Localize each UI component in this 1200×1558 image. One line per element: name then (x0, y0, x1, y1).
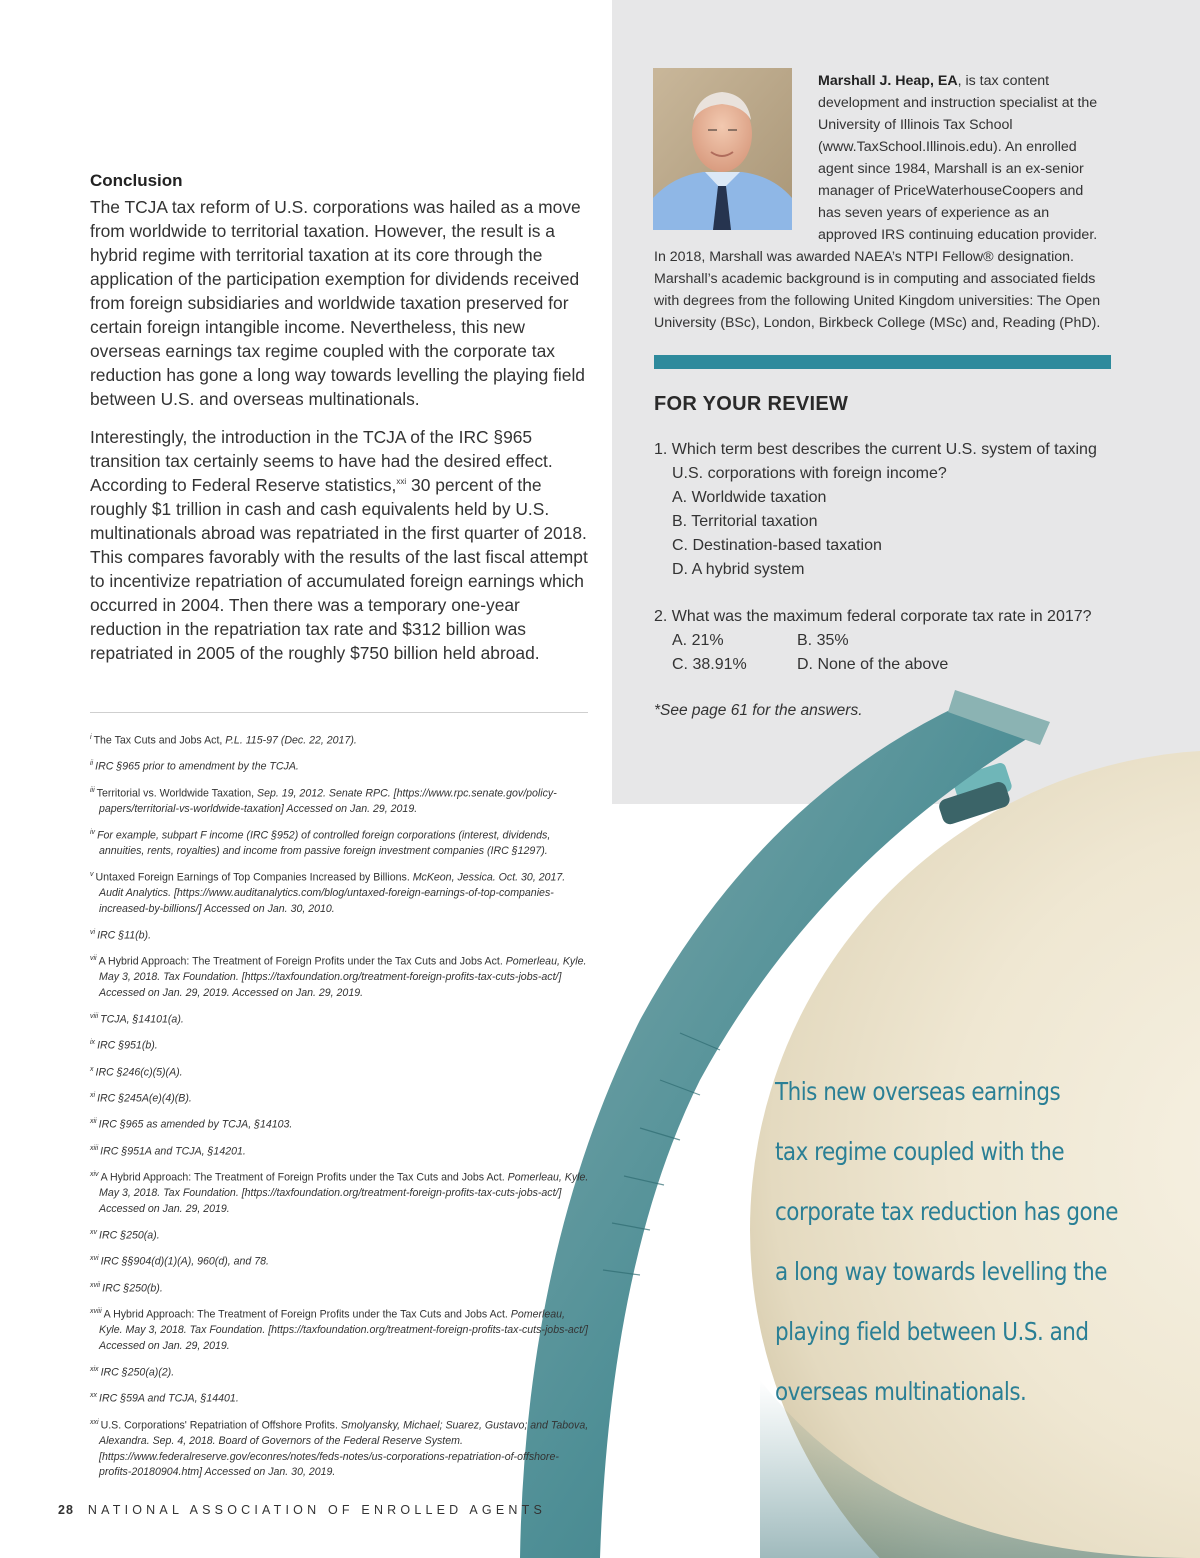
conclusion-paragraph-2 (90, 425, 590, 665)
footnote-number: xx (90, 1392, 97, 1400)
footnote-number: xix (90, 1365, 99, 1373)
question-2-option-d: D. None of the above (797, 656, 949, 673)
footnote-item (90, 1388, 590, 1407)
author-bio (654, 70, 1104, 334)
review-title: FOR YOUR REVIEW (654, 393, 849, 415)
footnote-citation: For example, subpart F income (IRC §952) of controlled foreign corporations (interest, dividends, annuities, rents, royalties) and income from passive foreign investment companies (IRC §1297). (97, 829, 551, 858)
conclusion-heading: Conclusion (90, 171, 183, 190)
review-question-1 (654, 438, 1114, 582)
footnote-title: Untaxed Foreign Earnings of Top Companies Increased by Billions. (95, 871, 413, 884)
footnote-item (90, 756, 590, 775)
footnote-title: Territorial vs. Worldwide Taxation, (96, 787, 258, 800)
footnote-citation: P.L. 115-97 (Dec. 22, 2017). (225, 734, 357, 747)
author-bio-text: , is tax content development and instruction specialist at the University of Illinois Tax School (www.TaxSchool.Illinois.edu). An enrolled agent since 1984, Marshall is an ex-senior manager of PriceWaterhouseCoopers and has seven years of experience as an approved IRS continuing education provider. In 2018, Marshall was awarded NAEA’s NTPI Fellow® designation. Marshall’s academic background is in computing and associated fields with degrees from the following United Kingdom universities: The Open University (BSc), London, Birkbeck College (MSc) and, Reading (PhD). (654, 73, 1101, 331)
section-divider-bar (654, 355, 1111, 369)
footnote-citation: Sep. 19, 2012. Senate RPC. [https://www.rpc.senate.gov/policy-papers/territorial-vs-worldwide-taxation] Accessed on Jan. 29, 2019. (99, 787, 557, 815)
footnote-item (90, 1167, 590, 1218)
footnote-number: xiv (90, 1171, 99, 1179)
footnote-number: vii (90, 955, 97, 963)
footnote-item (90, 867, 590, 918)
footnote-number: xi (90, 1092, 96, 1100)
question-1-line-2: U.S. corporations with foreign income? (672, 465, 947, 482)
publication-name: NATIONAL ASSOCIATION OF ENROLLED AGENTS (87, 1503, 546, 1517)
pull-quote-line: tax regime coupled with the (775, 1137, 1065, 1166)
page-number: 28 (58, 1503, 74, 1517)
footnote-citation: Pomerleau, Kyle. May 3, 2018. Tax Foundation. [https://taxfoundation.org/treatment-foreign-profits-tax-cuts-jobs-act/] Accessed on Jan. 29, 2019. (99, 1171, 589, 1216)
footnote-number: ix (90, 1039, 96, 1047)
footnote-number: iv (90, 828, 96, 836)
footnote-citation: TCJA, §14101(a). (100, 1013, 184, 1026)
question-1-option-b: B. Territorial taxation (672, 513, 818, 530)
footnote-item (90, 925, 590, 944)
question-2-options-row-2 (654, 653, 1114, 677)
footnote-number: x (90, 1065, 94, 1073)
footnote-citation: IRC §250(b). (102, 1282, 163, 1295)
footnote-citation: McKeon, Jessica. Oct. 30, 2017. Audit Analytics. [https://www.auditanalytics.com/blog/untaxed-foreign-earnings-of-top-companies-increased-by-billions/] Accessed on Jan. 30, 2010. (99, 871, 566, 916)
footnote-number: xvi (90, 1255, 99, 1263)
footnote-citation: IRC §951(b). (97, 1039, 158, 1052)
footnote-citation: IRC §951A and TCJA, §14201. (100, 1145, 246, 1158)
footnote-number: xii (90, 1118, 97, 1126)
question-1-line-1: 1. Which term best describes the current U.S. system of taxing (654, 441, 1097, 458)
review-question-2 (654, 605, 1114, 677)
footnote-number: xv (90, 1228, 97, 1236)
paragraph-2-part-a: Interestingly, the introduction in the TCJA of the IRC §965 transition tax certainly seems to have had the desired effect. According to Federal Reserve statistics, (90, 427, 553, 495)
footnote-number: v (90, 870, 94, 878)
footnote-citation: IRC §245A(e)(4)(B). (97, 1092, 192, 1105)
footnote-number: xviii (90, 1307, 102, 1315)
footnote-item (90, 783, 590, 818)
footnote-item (90, 1251, 590, 1270)
footnote-number: iii (90, 786, 95, 794)
footnotes-list (90, 730, 590, 1488)
footnote-citation: Pomerleau, Kyle. May 3, 2018. Tax Foundation. [https://taxfoundation.org/treatment-foreign-profits-tax-cuts-jobs-act/] Accessed on Jan. 29, 2019. Accessed on Jan. 29, 2019. (99, 955, 587, 1000)
pull-quote-line: overseas multinationals. (775, 1377, 1027, 1406)
footnote-title: A Hybrid Approach: The Treatment of Foreign Profits under the Tax Cuts and Jobs Act. (98, 955, 506, 968)
pull-quote-line: a long way towards levelling the (775, 1257, 1108, 1286)
author-name: Marshall J. Heap, EA (818, 73, 958, 89)
footnote-title: U.S. Corporations' Repatriation of Offshore Profits. (100, 1419, 341, 1432)
footnote-citation: IRC §246(c)(5)(A). (95, 1066, 183, 1079)
footnote-item (90, 1278, 590, 1297)
pull-quote-line: corporate tax reduction has gone (775, 1197, 1118, 1226)
page-footer (58, 1503, 546, 1517)
footnote-item (90, 1114, 590, 1133)
footnote-number: xiii (90, 1144, 99, 1152)
footnote-citation: IRC §965 prior to amendment by the TCJA. (95, 760, 299, 773)
footnote-item (90, 1225, 590, 1244)
footnote-divider (90, 712, 588, 713)
footnote-number: vi (90, 928, 96, 936)
footnote-item (90, 730, 590, 749)
conclusion-paragraph-1: The TCJA tax reform of U.S. corporations was hailed as a move from worldwide to territorial taxation. However, the result is a hybrid regime with territorial taxation at its core through the application of the participation exemption for dividends received from foreign subsidiaries and worldwide taxation preserved for certain foreign intangible income. Nevertheless, this new overseas earnings tax regime coupled with the corporate tax reduction has gone a long way towards levelling the playing field between U.S. and overseas multinationals. (90, 197, 585, 409)
footnote-citation: IRC §965 as amended by TCJA, §14103. (98, 1118, 293, 1131)
footnote-title: A Hybrid Approach: The Treatment of Foreign Profits under the Tax Cuts and Jobs Act. (100, 1171, 508, 1184)
question-1-option-c: C. Destination-based taxation (672, 537, 882, 554)
answers-reference: *See page 61 for the answers. (654, 702, 863, 719)
footnote-item (90, 951, 590, 1002)
question-2-option-a: A. 21% (672, 632, 724, 649)
footnote-item (90, 1062, 590, 1081)
question-2-option-b: B. 35% (797, 632, 849, 649)
footnote-number: xvii (90, 1281, 101, 1289)
footnote-number: viii (90, 1013, 99, 1021)
conclusion-section (90, 170, 590, 679)
question-2-option-c: C. 38.91% (672, 656, 747, 673)
footnote-citation: IRC §§904(d)(1)(A), 960(d), and 78. (100, 1255, 269, 1268)
paragraph-2-part-b: 30 percent of the roughly $1 trillion in cash and cash equivalents held by U.S. multinationals abroad was repatriated in the first quarter of 2018. This compares favorably with the results of the last fiscal attempt to incentivize repatriation of accumulated foreign earnings which occurred in 2004. Then there was a temporary one-year reduction in the repatriation tax rate and $312 billion was repatriated in 2005 of the roughly $750 billion held abroad. (90, 475, 588, 663)
footnote-citation: IRC §11(b). (97, 929, 152, 942)
footnote-number: i (90, 734, 92, 741)
footnote-item (90, 1009, 590, 1028)
footnote-citation: IRC §250(a)(2). (100, 1366, 175, 1379)
footnote-citation: IRC §59A and TCJA, §14401. (99, 1392, 239, 1405)
question-2-options-row-1 (654, 629, 1114, 653)
footnote-title: The Tax Cuts and Jobs Act, (93, 734, 226, 747)
footnote-title: A Hybrid Approach: The Treatment of Foreign Profits under the Tax Cuts and Jobs Act. (103, 1308, 511, 1321)
footnote-item (90, 1141, 590, 1160)
footnote-number: xxi (90, 1418, 99, 1426)
footnote-item (90, 1088, 590, 1107)
photo-wrap-space (654, 70, 818, 244)
footnote-item (90, 1362, 590, 1381)
footnote-item (90, 1415, 590, 1482)
footnote-item (90, 1035, 590, 1054)
pull-quote-line: playing field between U.S. and (775, 1317, 1089, 1346)
footnote-item (90, 825, 590, 860)
question-1-option-d: D. A hybrid system (672, 561, 805, 578)
footnote-citation: IRC §250(a). (99, 1229, 160, 1242)
question-2-line-1: 2. What was the maximum federal corporate tax rate in 2017? (654, 608, 1092, 625)
footnote-number: ii (90, 760, 94, 768)
pull-quote-line: This new overseas earnings (775, 1077, 1061, 1106)
question-1-option-a: A. Worldwide taxation (672, 489, 827, 506)
footnote-item (90, 1304, 590, 1355)
footnote-ref-xxi: xxi (396, 477, 407, 487)
pull-quote (775, 1062, 1171, 1422)
footnote-citation: Pomerleau, Kyle. May 3, 2018. Tax Foundation. [https://taxfoundation.org/treatment-foreign-profits-tax-cuts-jobs-act/] Accessed on Jan. 29, 2019. (99, 1308, 588, 1353)
footnote-citation: Smolyansky, Michael; Suarez, Gustavo; and Tabova, Alexandra. Sep. 4, 2018. Board of Governors of the Federal Reserve System. [https://www.federalreserve.gov/econres/notes/feds-notes/us-corporations-repatriation-of-offshore-profits-20180904.htm] Accessed on Jan. 30, 2019. (99, 1419, 589, 1479)
